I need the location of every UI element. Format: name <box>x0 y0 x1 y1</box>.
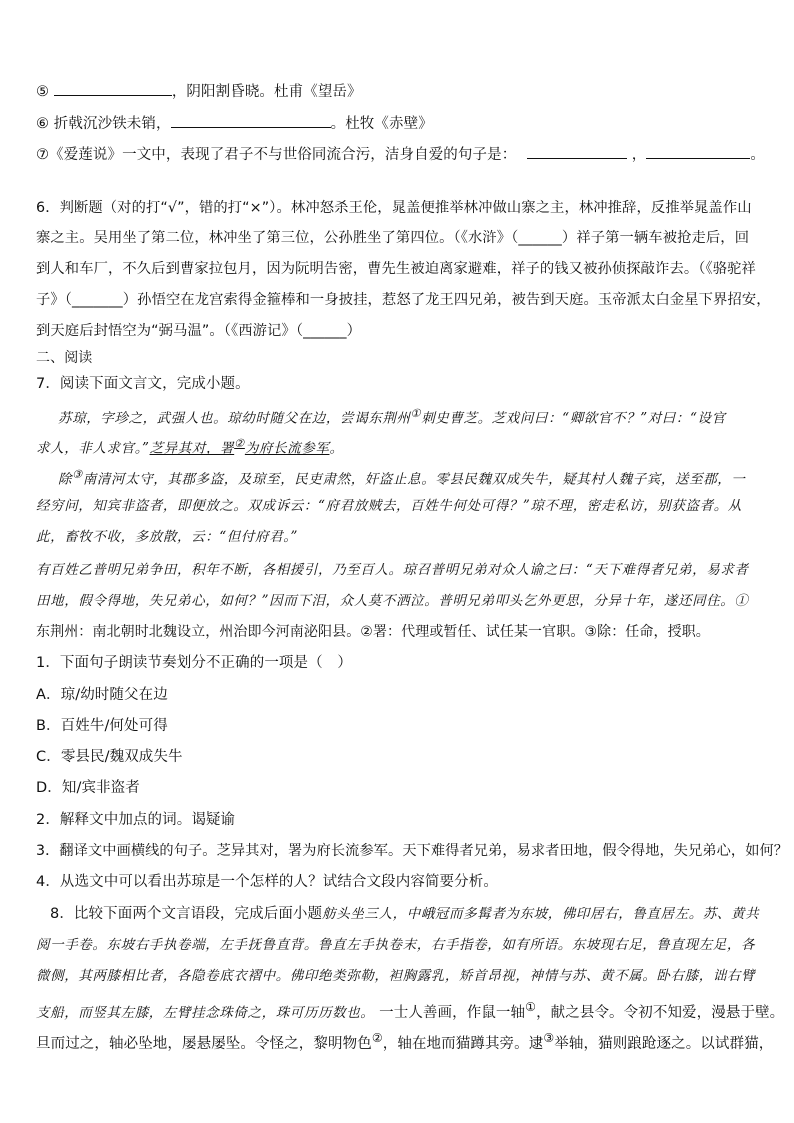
footnote-mark: ③ <box>543 1031 555 1045</box>
passage-line: 阅一手卷。东坡右手执卷端，左手抚鲁直背。鲁直左手执卷末，右手指卷，如有所语。东坡现右足，鲁直现左足，各 <box>36 937 756 953</box>
sub-question: 3．翻译文中画横线的句子。芝异其对，署为府长流参军。天下难得者兄弟，易求者田地，假令得地，失兄弟心，如何？ <box>36 843 789 859</box>
poem-5-suffix: ，阴阳割昏晓。杜甫《望岳》 <box>171 84 362 100</box>
passage-line <box>36 1028 774 1054</box>
passage-line <box>58 465 764 490</box>
footnote-mark: ③ <box>72 468 83 481</box>
poem-line-5 <box>36 81 764 102</box>
underlined-sentence: 为府长流参军 <box>244 440 330 457</box>
passage-text: 。 <box>329 440 344 457</box>
poem-7-text: ⑦《爱莲说》一文中，表现了君子不与世俗同流合污，洁身自爱的句子是： <box>36 147 517 163</box>
passage-line <box>58 404 764 429</box>
passage-text: ，轴在地而猫蹲其旁。逮 <box>382 1035 544 1052</box>
passage-line: 有百姓乙普明兄弟争田，积年不断，各相援引，乃至百人。琼召普明兄弟对众人谕之曰：“天下难得者兄弟，易求者 <box>36 562 749 578</box>
sub-question: 1．下面句子朗读节奏划分不正确的一项是（ ） <box>36 655 352 671</box>
poem-line-7 <box>36 144 764 165</box>
passage-text: 支船，而竖其左膝，左臂挂念珠倚之，珠可历历数也。 <box>36 1004 375 1021</box>
passage-text: 南清河太守，其郡多盗，及琼至，民吏肃然，奸盗止息。零县民魏双成失牛，疑其村人魏子宾，送至郡，一 <box>82 471 746 488</box>
sub-question: 2．解释文中加点的词。谒疑谕 <box>36 812 236 828</box>
judge-line: 到天庭后封悟空为“弼马温”。（《西游记》（______） <box>36 323 361 339</box>
poem-7-sep: ， <box>631 147 647 163</box>
footnote-mark: ① <box>410 407 422 420</box>
judge-line: 到人和车厂，不久后到曹家拉包月，因为阮明告密，曹先生被迫离家避难，祥子的钱又被孙侦探敲诈去。（《骆驼祥 <box>36 261 756 277</box>
poem-6-suffix: 。杜牧《赤壁》 <box>330 116 433 132</box>
footnotes: 东荆州：南北朝时北魏设立，州治即今河南泌阳县。②署：代理或暂任、试任某一官职。③除：任命，授职。 <box>36 624 710 640</box>
judge-line: 寨之主。吴用坐了第二位，林冲坐了第三位，公孙胜坐了第四位。（《水浒》（______）祥子第一辆车被抢走后，回 <box>36 230 750 246</box>
option-d[interactable]: D．知/宾非盗者 <box>36 780 140 796</box>
passage-text: 刺史曹芝。芝戏问曰：“卿欲官不？”对曰：“设官 <box>421 410 726 427</box>
footnote-mark: ② <box>371 1031 383 1045</box>
passage-text: 舫头坐三人，中峨冠而多髯者为东坡，佛印居右，鲁直居左。苏、黄共 <box>322 906 760 922</box>
poem-line-6 <box>36 113 764 134</box>
passage-line: 田地，假令得地，失兄弟心，如何？”因而下泪，众人莫不洒泣。普明兄弟叩头乞外更思，分异十年，遂还同住。① <box>36 593 749 609</box>
poem-7-end: 。 <box>750 147 765 163</box>
passage-line <box>50 904 764 924</box>
passage-text: 举轴，猫则踉跄逐之。以试群猫， <box>554 1035 774 1052</box>
passage-text: 苏琼，字珍之，武强人也。琼幼时随父在边，尝谒东荆州 <box>58 410 411 427</box>
passage-text: 求人，非人求官。” <box>36 440 150 457</box>
section-title: 二、阅读 <box>36 350 93 366</box>
answer-blank[interactable] <box>527 144 627 159</box>
passage-line: 微侧，其两膝相比者，各隐卷底衣褶中。佛印绝类弥勒，袒胸露乳，矫首昂视，神情与苏、黄不属。卧右膝，诎右臂 <box>36 968 756 984</box>
sub-question: 4．从选文中可以看出苏琼是一个怎样的人？试结合文段内容简要分析。 <box>36 874 498 890</box>
answer-blank[interactable] <box>54 81 172 96</box>
passage-text: 旦而过之，轴必坠地，屡悬屡坠。令怪之，黎明物色 <box>36 1035 372 1052</box>
passage-line <box>36 434 764 459</box>
passage-line: 经穷问，知宾非盗者，即便放之。双成诉云：“府君放贼去，百姓牛何处可得？”琼不理，密走私访，别获盗者。从 <box>36 498 742 514</box>
judge-line: 6．判断题（对的打“√”，错的打“×”）。林冲怒杀王伦，晁盖便推举林冲做山寨之主，林冲推辞，反推举晁盖作山 <box>36 200 752 216</box>
option-b[interactable]: B．百姓牛/何处可得 <box>36 718 168 734</box>
underlined-sentence: 芝异其对，署 <box>149 440 235 457</box>
judge-line: 子》（_______）孙悟空在龙宫索得金箍棒和一身披挂，惹怒了龙王四兄弟，被告到天庭。玉帝派太白金星下界招安， <box>36 292 771 308</box>
poem-5-prefix: ⑤ <box>36 84 50 100</box>
passage-text: ，献之县令。令初不知爱，漫悬于壁。 <box>536 1004 785 1021</box>
passage-line <box>36 997 785 1023</box>
answer-blank[interactable] <box>646 144 750 159</box>
passage-line: 此，畜牧不收，多放散，云：“但付府君。” <box>36 529 299 545</box>
answer-blank[interactable] <box>171 113 331 128</box>
footnote-mark: ① <box>525 1000 537 1014</box>
poem-6-prefix: ⑥ 折戟沉沙铁未销， <box>36 116 171 132</box>
footnote-mark: ② <box>234 437 245 450</box>
passage-text: 一士人善画，作鼠一轴 <box>379 1004 526 1021</box>
question-intro: 7．阅读下面文言文，完成小题。 <box>36 376 250 392</box>
question-intro: 8．比较下面两个文言语段，完成后面小题 <box>50 906 323 922</box>
option-a[interactable]: A．琼/幼时随父在边 <box>36 687 168 703</box>
option-c[interactable]: C．零县民/魏双成失牛 <box>36 749 183 765</box>
passage-text: 除 <box>58 471 73 488</box>
